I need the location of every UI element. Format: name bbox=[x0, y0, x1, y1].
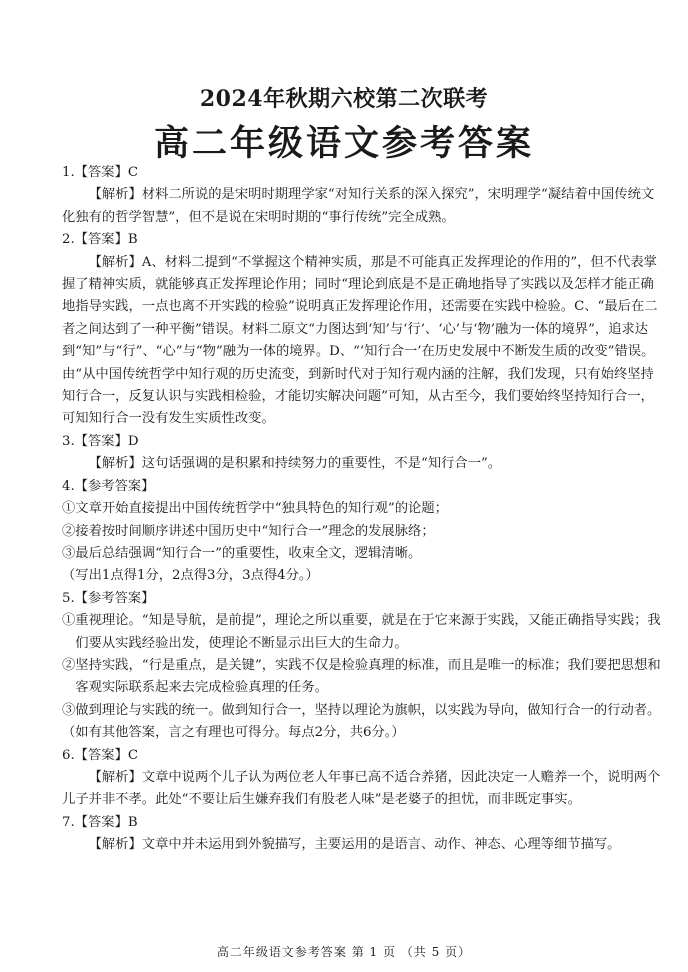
question-4-answer: 4.【参考答案】 bbox=[62, 478, 155, 494]
question-1-analysis: 【解析】材料二所说的是宋明时期理学家“对知行关系的深入探究”，宋明理学“凝结着中国传统文化独有的哲学智慧”，但不是说在宋明时期的“事行传统”完全成熟。 bbox=[62, 187, 655, 225]
question-2-answer: 2.【答案】B bbox=[62, 232, 138, 248]
question-5-point-3: ③做到理论与实践的统一。做到知行合一，坚持以理论为旗帜，以实践为导向，做知行合一的行动者。 bbox=[62, 702, 661, 718]
question-4-scoring-note: （写出1点得1分，2点得3分，3点得4分。） bbox=[62, 568, 319, 584]
question-5-point-1: ①重视理论。“知是导航，是前提”，理论之所以重要，就是在于它来源于实践，又能正确指导实践；我们要从实践经验出发，使理论不断显示出巨大的生命力。 bbox=[62, 613, 661, 651]
question-5-point-2: ②坚持实践，“行是重点，是关键”，实践不仅是检验真理的标准，而且是唯一的标准；我们要把思想和客观实际联系起来去完成检验真理的任务。 bbox=[62, 657, 661, 696]
question-7-answer: 7.【答案】B bbox=[62, 814, 138, 830]
answer-content bbox=[62, 162, 662, 857]
question-5-answer: 5.【参考答案】 bbox=[62, 590, 155, 606]
question-6-analysis: 【解析】文章中说两个儿子认为两位老人年事已高不适合养猪，因此决定一人赡养一个，说明两个儿子并非不孝。此处“不要让后生嫌弃我们有股老人味”是老婆子的担忧，而非既定事实。 bbox=[62, 769, 661, 808]
question-4-point-1: ①文章开始直接提出中国传统哲学中“独具特色的知行观”的论题； bbox=[62, 501, 448, 517]
page-footer: 高二年级语文参考答案 第 1 页 （共 5 页） bbox=[216, 945, 472, 959]
question-1-answer: 1.【答案】C bbox=[62, 165, 139, 180]
question-3-answer: 3.【答案】D bbox=[62, 433, 139, 449]
question-6-answer: 6.【答案】C bbox=[62, 747, 139, 763]
question-3-analysis: 【解析】这句话强调的是积累和持续努力的重要性，不是“知行合一”。 bbox=[88, 456, 502, 472]
question-4-point-3: ③最后总结强调“知行合一”的重要性，收束全文，逻辑清晰。 bbox=[62, 545, 422, 561]
page-title: 高二年级语文参考答案 bbox=[153, 124, 534, 164]
question-7-analysis: 【解析】文章中并未运用到外貌描写，主要运用的是语言、动作、神态、心理等细节描写。 bbox=[88, 837, 621, 853]
question-5-scoring-note: （如有其他答案，言之有理也可得分。每点2分，共6分。） bbox=[62, 725, 405, 741]
question-4-point-2: ②接着按时间顺序讲述中国历史中“知行合一”理念的发展脉络； bbox=[62, 523, 435, 539]
question-2-analysis: 【解析】A、材料二提到“不掌握这个精神实质，那是不可能真正发挥理论的作用的”，但不代表掌握了精神实质，就能够真正发挥理论作用；同时“理论到底是不是正确地指导了实践以及怎样才能正确地指导实践，一点也离不开实践的检验”说明真正发挥理论作用，还需要在实践中检验。C、“最后在二者之间达到了一种平衡”错误。材料二原文“力图达到‘知’与‘行’、‘心’与‘物’融为一体的境界”，追求达到“知”与“行”、“心”与“物”融为一体的境界。D、“‘知行合一’在历史发展中不断发生质的改变”错误。由“从中国传统哲学中知行观的历史流变，到新时代对于知行观内涵的注解，我们发现，只有始终坚持知行合一，反复认识与实践相检验，才能切实解决问题”可知，从古至今，我们要始终坚持知行合一，可知知行合一没有发生实质性改变。 bbox=[62, 254, 658, 427]
exam-subtitle: 2024年秋期六校第二次联考 bbox=[199, 86, 489, 112]
